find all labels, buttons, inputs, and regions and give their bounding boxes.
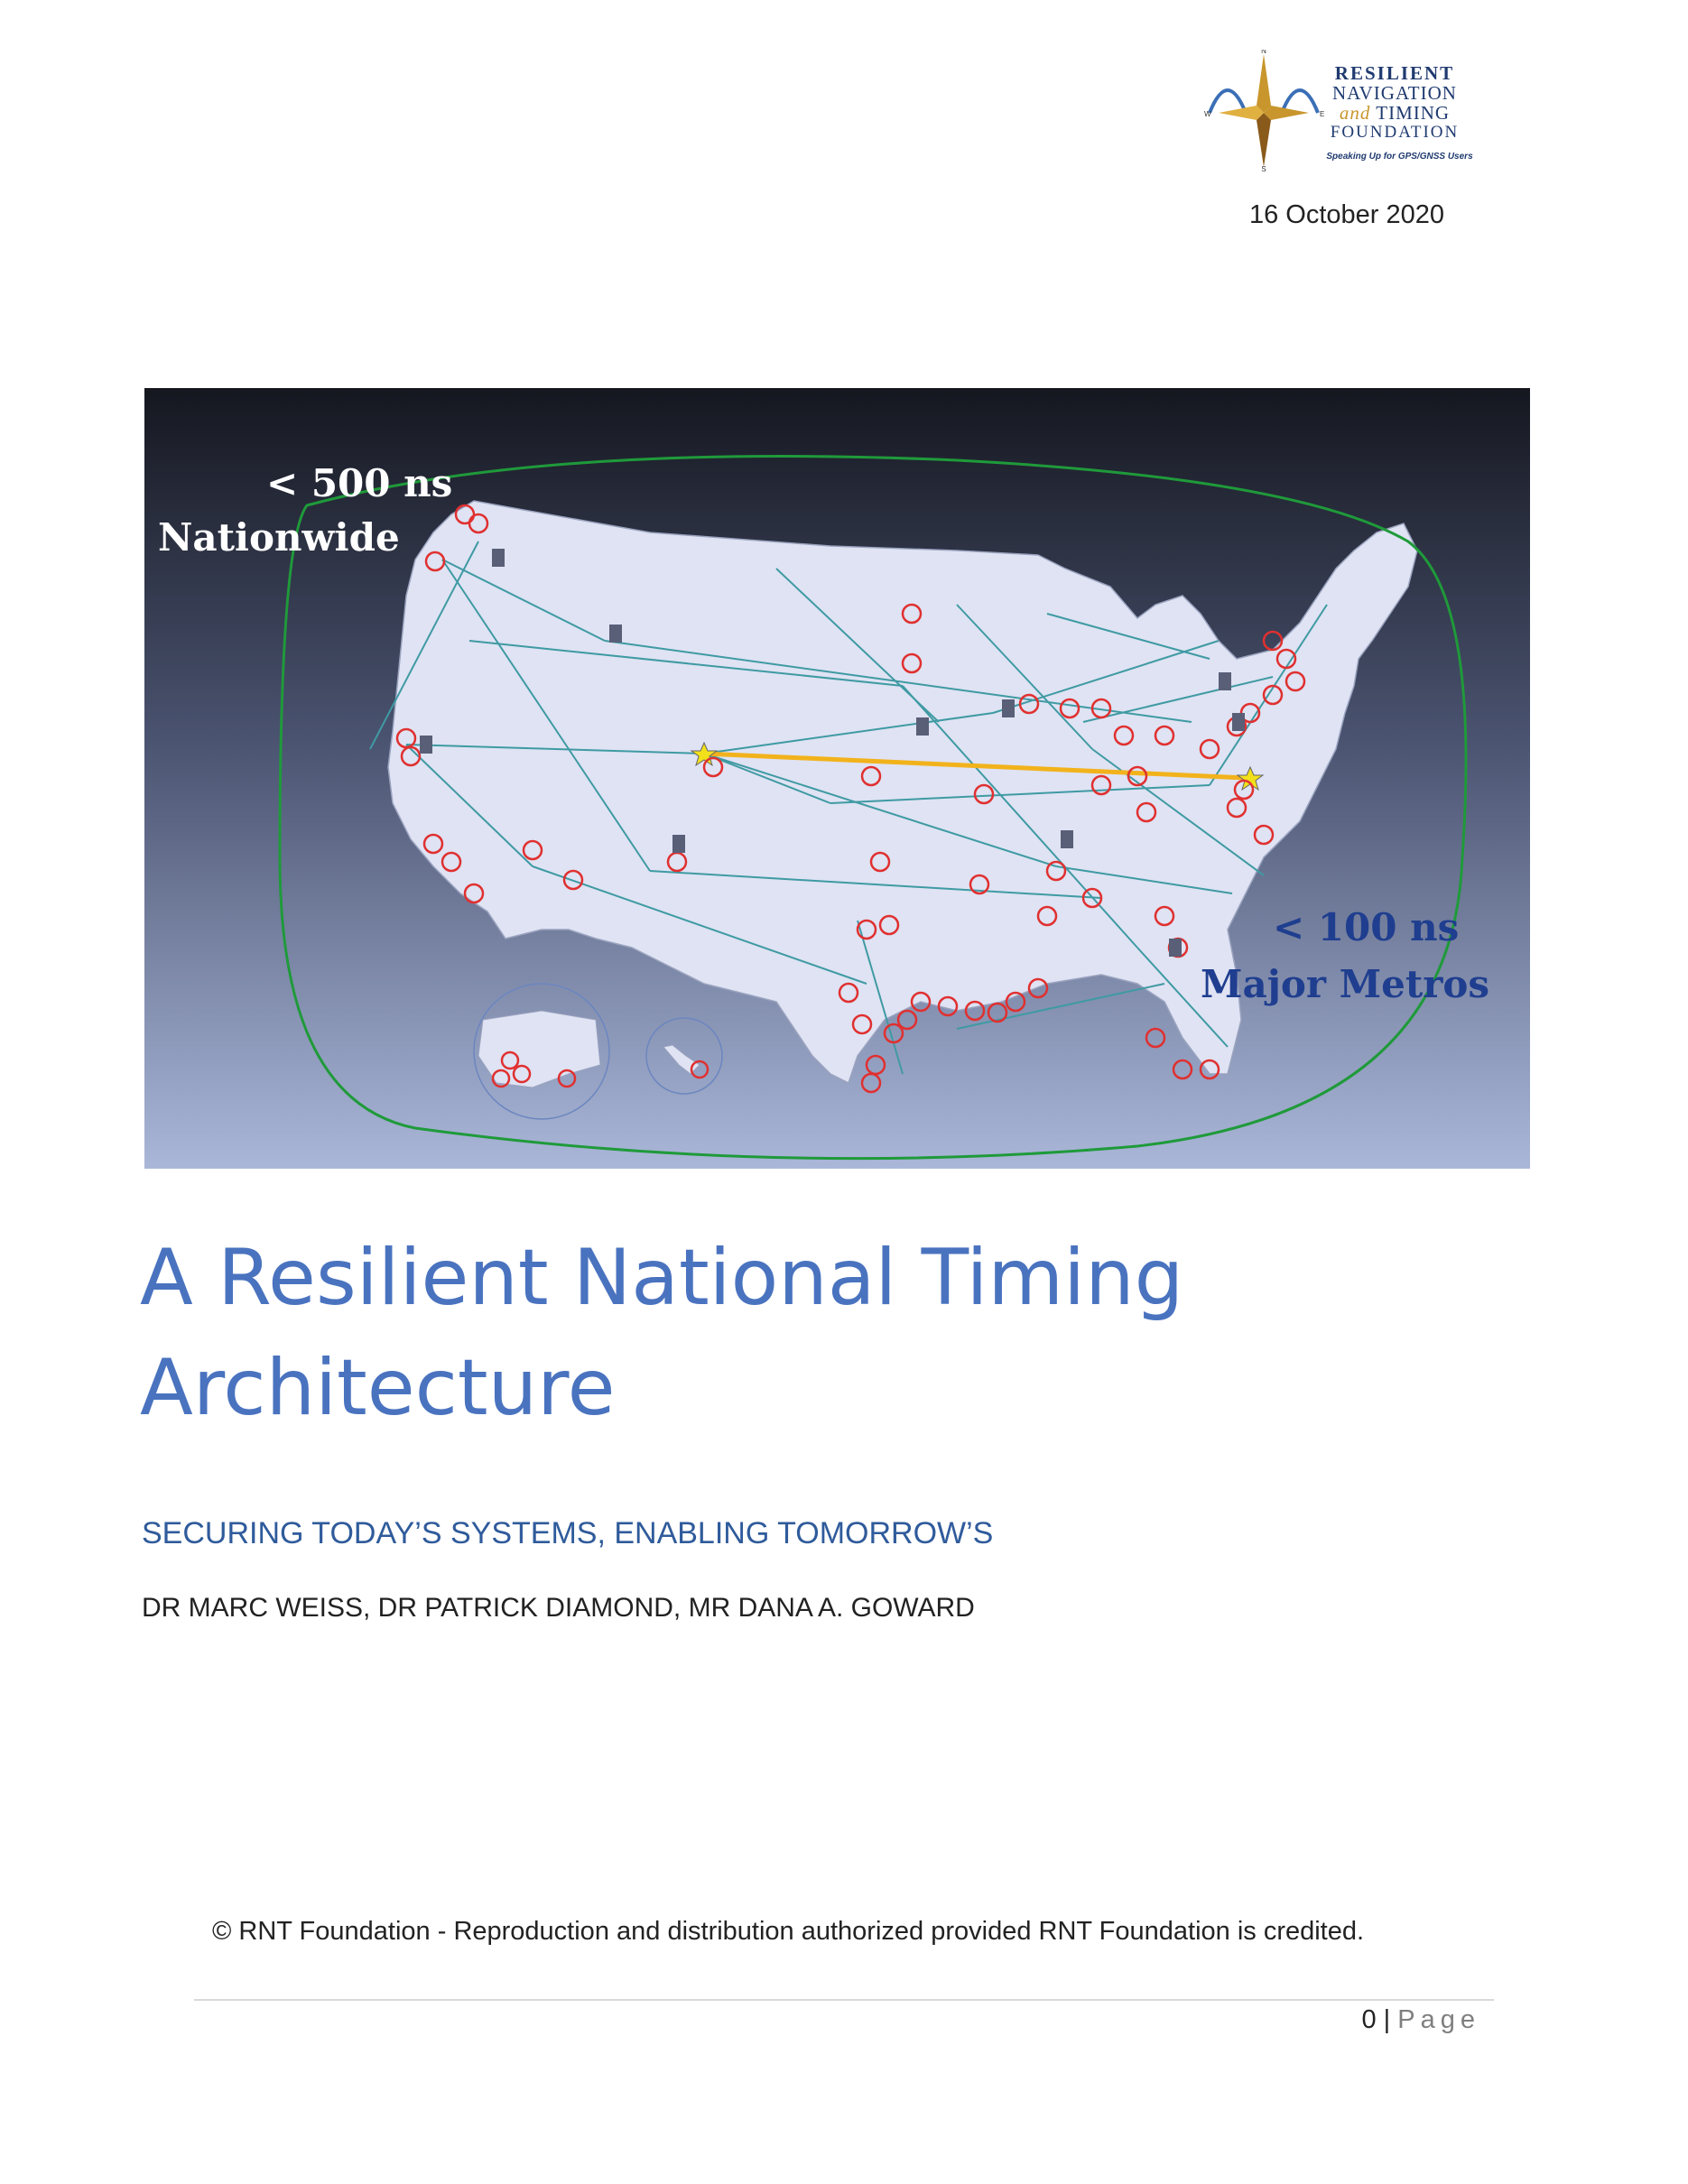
page-number-separator: | bbox=[1383, 2005, 1391, 2034]
page-word: Page bbox=[1397, 2005, 1480, 2034]
metro-accuracy-value: < 100 ns bbox=[1273, 905, 1460, 949]
svg-text:E: E bbox=[1320, 110, 1325, 118]
logo-wordmark bbox=[1322, 63, 1467, 143]
document-date: 16 October 2020 bbox=[1248, 200, 1444, 229]
page-number-value: 0 bbox=[1361, 2005, 1377, 2034]
document-authors: DR MARC WEISS, DR PATRICK DIAMOND, MR DANA A. GOWARD bbox=[142, 1593, 975, 1623]
svg-text:N: N bbox=[1261, 50, 1266, 55]
copyright-notice: © RNT Foundation - Reproduction and distribution authorized provided RNT Foundation is credited. bbox=[212, 1917, 1365, 1946]
timing-network-map bbox=[144, 388, 1530, 1169]
logo-tagline: Speaking Up for GPS/GNSS Users bbox=[1326, 152, 1473, 162]
title-line-1: A Resilient National Timing bbox=[140, 1233, 1184, 1323]
document-title bbox=[140, 1223, 1494, 1443]
us-timing-network-illustration bbox=[144, 388, 1530, 1169]
logo-line-4: FOUNDATION bbox=[1330, 123, 1460, 142]
compass-rose-icon bbox=[1201, 50, 1327, 171]
nationwide-accuracy-label: Nationwide bbox=[158, 515, 400, 560]
metro-accuracy-label: Major Metros bbox=[1201, 962, 1490, 1006]
footer-divider bbox=[194, 1999, 1494, 2001]
logo-line-3: and TIMING bbox=[1339, 102, 1451, 124]
document-subtitle: SECURING TODAY’S SYSTEMS, ENABLING TOMORROW’S bbox=[142, 1516, 994, 1550]
logo-line-2: NAVIGATION bbox=[1332, 82, 1457, 104]
svg-text:W: W bbox=[1204, 110, 1211, 118]
title-line-2: Architecture bbox=[140, 1343, 616, 1433]
page-number bbox=[1255, 2005, 1480, 2035]
logo-line-1: RESILIENT bbox=[1334, 62, 1455, 84]
nationwide-accuracy-value: < 500 ns bbox=[266, 461, 453, 505]
svg-text:S: S bbox=[1261, 165, 1266, 171]
